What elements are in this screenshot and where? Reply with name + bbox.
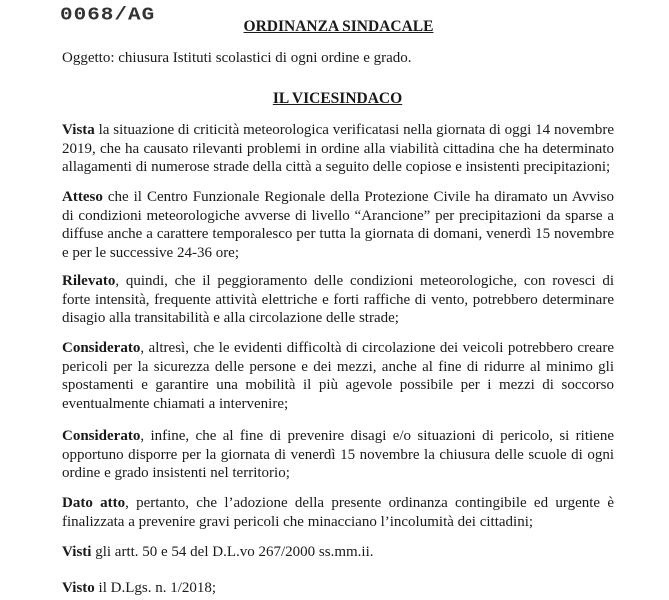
paragraph-text: la situazione di criticità meteorologica verificatasi nella giornata di oggi 14 novembre 2019, che ha causato rilevanti problemi in ordine alla viabilità cittadina che ha determinato allagamenti di numerose strade della città a seguito delle copiose e insistenti precipitazioni; <box>62 122 614 175</box>
paragraph-visto <box>62 579 614 598</box>
paragraph-text: che il Centro Funzionale Regionale della Protezione Civile ha diramato un Avviso di condizioni meteorologiche avverse di livello “Arancione” per precipitazioni da sparse a diffuse anche a carattere temporalesco per tutta la giornata di domani, venerdì 15 novembre e per le successive 24-36 ore; <box>62 189 614 261</box>
paragraph-lead: Rilevato <box>62 273 116 289</box>
paragraph-text: , pertanto, che l’adozione della presente ordinanza contingibile ed urgente è finalizzata a prevenire gravi pericoli che minacciano l’incolumità dei cittadini; <box>62 495 614 530</box>
paragraph-vista <box>62 121 614 177</box>
paragraph-lead: Vista <box>62 122 95 138</box>
paragraph-visti <box>62 543 614 562</box>
paragraph-lead: Visto <box>62 580 95 596</box>
paragraph-considerato-infine <box>62 427 614 483</box>
paragraph-considerato-altresi <box>62 339 614 413</box>
paragraph-text: , infine, che al fine di prevenire disagi e/o situazioni di pericolo, si ritiene opportuno disporre per la giornata di venerdì 15 novembre la chiusura delle scuole di ogni ordine e grado insistenti nel territorio; <box>62 428 614 481</box>
paragraph-text: , altresì, che le evidenti difficoltà di circolazione dei veicoli potrebbero creare pericoli per la sicurezza delle persone e dei mezzi, anche al fine di ridurre al minimo gli spostamenti e garantire una mobilità il più agevole possibile per i mezzi di soccorso eventualmente chiamati a intervenire; <box>62 340 614 412</box>
paragraph-text: il D.Lgs. n. 1/2018; <box>94 580 217 596</box>
paragraph-text: , quindi, che il peggioramento delle condizioni meteorologiche, con rovesci di forte intensità, frequente attività elettriche e forti raffiche di vento, potrebbero determinare disagio alla transitabilità e alla circolazione delle strade; <box>62 273 614 326</box>
protocol-stamp: 0068/AG <box>60 5 156 26</box>
document-title: ORDINANZA SINDACALE <box>243 18 434 35</box>
paragraph-atteso <box>62 188 614 262</box>
paragraph-rilevato <box>62 272 614 328</box>
paragraph-dato-atto <box>62 494 614 531</box>
paragraph-lead: Dato atto <box>62 495 126 511</box>
paragraph-lead: Considerato <box>62 428 141 444</box>
document-subject: Oggetto: chiusura Istituti scolastici di ogni ordine e grado. <box>62 50 412 66</box>
paragraph-lead: Visti <box>62 544 92 560</box>
paragraph-text: gli artt. 50 e 54 del D.L.vo 267/2000 ss.mm.ii. <box>91 544 374 560</box>
paragraph-lead: Atteso <box>62 189 103 205</box>
section-heading: IL VICESINDACO <box>272 90 403 107</box>
paragraph-lead: Considerato <box>62 340 141 356</box>
